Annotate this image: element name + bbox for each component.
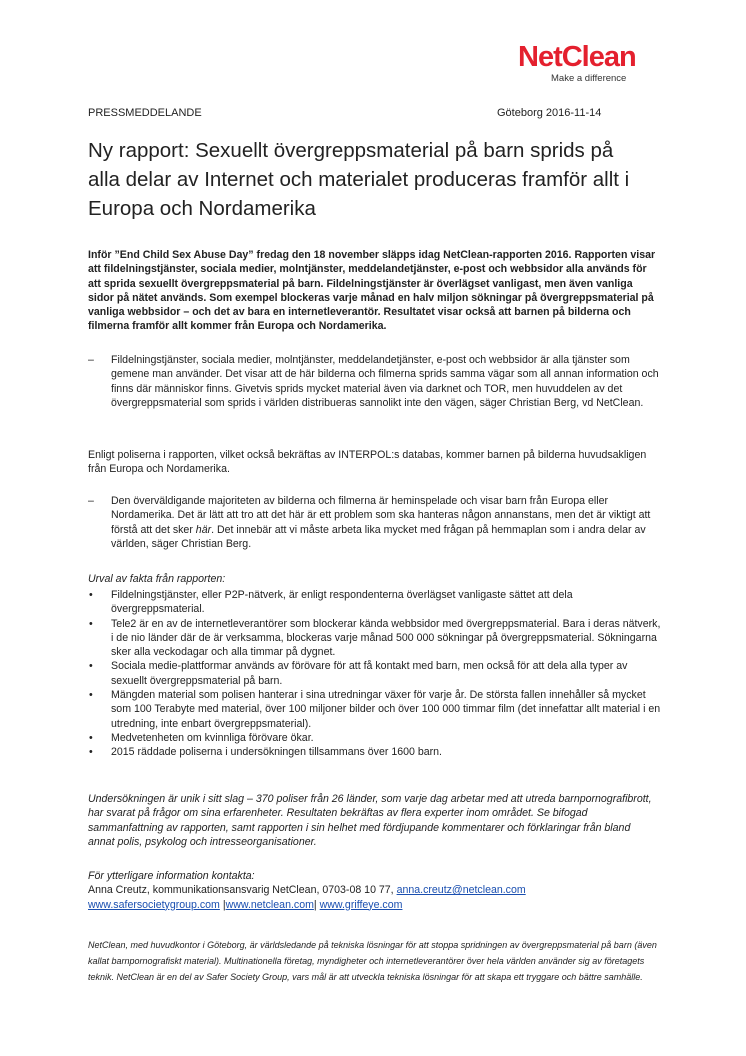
list-item: [88, 659, 662, 688]
bullet-icon: •: [89, 689, 93, 702]
list-item-text: Mängden material som polisen hanterar i sina utredningar växer för varje år. De största fallen innehåller så mycket som 100 Terabyte med material, över 100 miljoner bilder och över 100 000 timmar film (det innefattar allt material i en utredning, inte enbart övergreppsmaterial).: [111, 689, 661, 730]
logo-tagline: Make a difference: [551, 73, 627, 84]
email-link[interactable]: anna.creutz@netclean.com: [396, 884, 526, 897]
bullet-icon: •: [89, 660, 93, 673]
list-item-text: 2015 räddade poliserna i undersökningen tillsammans över 1600 barn.: [111, 746, 442, 759]
quote-text-part: . Det innebär att vi måste arbeta lika mycket med frågan på hemmaplan som i andra delar av världen, säger Christian Berg.: [111, 523, 646, 550]
document-type-label: PRESSMEDDELANDE: [88, 107, 202, 119]
list-item: [88, 617, 662, 660]
facts-heading: Urval av fakta från rapporten:: [88, 573, 226, 585]
logo-wordmark: NetClean: [518, 41, 636, 73]
quote-text-part: Den överväldigande majoriteten av bilderna och filmerna är heminspelade och visar barn från Europa eller Nordamerika. Det är lätt att tro att det här är ett problem som ska hanteras någon annanstans, men det är viktigt att förstå att det sker: [111, 495, 651, 536]
website-links: [88, 898, 658, 912]
list-item-text: Fildelningstjänster, eller P2P-nätverk, är enligt respondenterna överlägset vanligaste sättet att dela övergreppsmaterial.: [111, 589, 573, 616]
bullet-icon: •: [89, 746, 93, 759]
safersocietygroup-link[interactable]: www.safersocietygroup.com: [88, 898, 220, 911]
contact-line: [88, 883, 658, 897]
list-item-text: Medvetenheten om kvinnliga förövare ökar.: [111, 731, 314, 744]
company-boilerplate: NetClean, med huvudkontor i Göteborg, är världsledande på tekniska lösningar för att stoppa spridningen av övergreppsmaterial på barn (även kallat barnpornografiskt material). Multinationella företag, myndigheter och internetleverantörer över hela världen använder sig av företagets teknik. NetClean är en del av Safer Society Group, vars mål är att utveckla tekniska lösningar för att skapa ett tryggare och bättre samhälle.: [88, 940, 657, 982]
contact-person: Anna Creutz, kommunikationsansvarig NetClean, 0703-08 10 77,: [88, 884, 397, 897]
list-item-text: Tele2 är en av de internetleverantörer som blockerar kända webbsidor med övergreppsmaterial. Bara i deras nätverk, i de nio länder där de är verksamma, blockeras varje månad 500 000 sökningar på övergreppsmaterial. Sökningarna sker alla veckodagar och alla timmar på dygnet.: [111, 617, 661, 659]
quote-text: [111, 494, 660, 551]
page-title: Ny rapport: Sexuellt övergreppsmaterial på barn sprids på alla delar av Internet och materialet produceras framför allt i Europa och Nordamerika: [88, 139, 630, 220]
list-item: [88, 745, 662, 759]
netclean-logo: [518, 42, 658, 86]
document-date: Göteborg 2016-11-14: [497, 107, 602, 119]
lead-paragraph: Inför ”End Child Sex Abuse Day” fredag den 18 november släpps idag NetClean-rapporten 2016. Rapporten visar att fildelningstjänster, sociala medier, molntjänster, meddelandetjänster, e-post och webbsidor alla används för att sprida sexuellt övergreppsmaterial på barn. Fildelningstjänster är överlägset vanligast, men även vanliga sidor på nätet används. Som exempel blockeras varje månad en halv miljon sökningar på övergreppsmaterial på vanliga webbsidor – och det av bara en internetleverantör. Resultatet visar också att barnen på bilderna och filmerna framför allt kommer från Europa och Nordamerika.: [88, 249, 656, 333]
contact-heading: För ytterligare information kontakta:: [88, 870, 255, 882]
quote-ceo-1: [88, 353, 660, 410]
bullet-icon: •: [89, 731, 93, 744]
griffeye-link[interactable]: www.griffeye.com: [319, 898, 403, 911]
contact-block: [88, 869, 658, 912]
study-paragraph: Undersökningen är unik i sitt slag – 370 poliser från 26 länder, som varje dag arbetar med att utreda barnpornografibrott, har svarat på frågor om sina erfarenheter. Resultaten bekräftas av flera experter inom området. Se bifogad sammanfattning av rapporten, samt rapporten i sin helhet med fördjupande kommentarer och förklaringar från bland annat polis, psykolog och intresseorganisationer.: [88, 793, 652, 848]
facts-list: [88, 588, 662, 760]
quote-ceo-2: [88, 494, 660, 551]
link-separator: |: [313, 898, 320, 911]
quote-text: Fildelningstjänster, sociala medier, molntjänster, meddelandetjänster, e-post och webbsidor är alla tjänster som gemene man använder. Det visar att de här bilderna och filmerna sprids samma vägar som all annan information och finns där människor finns. Givetvis sprids mycket material även via darknet och TOR, men huvuddelen av det övergreppsmaterial som sprids i världen distribueras sannolikt inte den vägen, säger Christian Berg, vd NetClean.: [111, 354, 659, 409]
link-separator: |: [219, 898, 226, 911]
list-item: [88, 688, 662, 731]
dash-marker: –: [88, 495, 94, 507]
list-item-text: Sociala medie-plattformar används av förövare för att få kontakt med barn, men också för att dela alla typer av sexuellt övergreppsmaterial på barn.: [111, 660, 628, 687]
list-item: [88, 731, 662, 745]
dash-marker: –: [88, 354, 94, 366]
netclean-link[interactable]: www.netclean.com: [225, 898, 314, 911]
bullet-icon: •: [89, 589, 93, 601]
quote-emphasis: här: [195, 523, 212, 536]
paragraph-interpol: Enligt poliserna i rapporten, vilket också bekräftas av INTERPOL:s databas, kommer barnen på bilderna huvudsakligen från Europa och Nordamerika.: [88, 449, 647, 476]
list-item: [88, 588, 662, 617]
bullet-icon: •: [89, 617, 93, 630]
